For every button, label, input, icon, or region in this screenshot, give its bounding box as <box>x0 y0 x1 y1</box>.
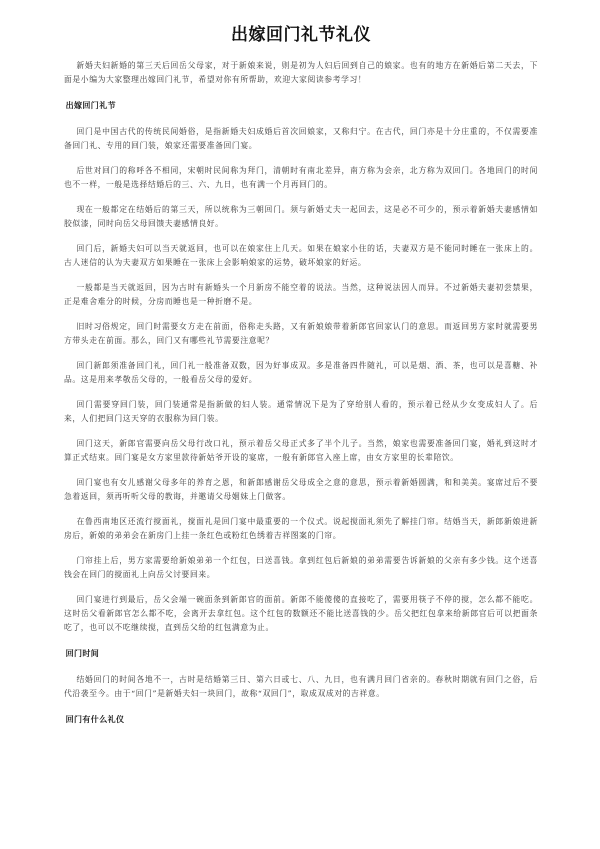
paragraph: 在鲁西南地区还流行搅面礼，搅面礼是回门宴中最重要的一个仪式。说起搅面礼须先了解挂门帘。结婚当天，新郎新娘进新房后，新娘的弟弟会在新房门上挂一条红色或粉红色绣着吉祥图案的门帘。 <box>64 517 538 540</box>
section-heading: 出嫁回门礼节 <box>65 100 116 110</box>
paragraph: 门帘挂上后，男方家需要给新娘弟弟一个红包，曰送喜钱。拿到红包后新娘的弟弟需要告诉新娘的父亲有多少钱。这个送喜钱会在回门的搅面礼上向岳父讨要回来。 <box>64 556 538 579</box>
paragraph: 回门后，新婚夫妇可以当天就返回，也可以在娘家住上几天。如果在娘家小住的话，夫妻双方是不能同时睡在一张床上的。古人迷信的认为夫妻双方如果睡在一张床上会影响娘家的运势，破坏娘家的好运。 <box>64 244 538 267</box>
paragraph: 回门需要穿回门装，回门装通常是指新做的妇人装。通常情况下是为了穿给别人看的，预示着已经从少女变成妇人了。后来，人们把回门这天穿的衣服称为回门装。 <box>64 400 538 423</box>
paragraph: 旧时习俗规定，回门时需要女方走在前面，俗称走头路，又有新娘娘带着新郎官回家认门的意思。而返回男方家时就需要男方带头走在前面。那么，回门又有哪些礼节需要注意呢？ <box>64 322 538 345</box>
paragraph: 现在一般都定在结婚后的第三天，所以统称为三朝回门。须与新婚丈夫一起回去，这是必不可少的，预示着新婚夫妻感情如胶似漆，同时向岳父母回馈夫妻感情良好。 <box>64 205 538 228</box>
paragraph: 后世对回门的称呼各不相同，宋朝时民间称为拜门，清朝时有南北差异，南方称为会亲，北方称为双回门。各地回门的时间也不一样，一般是选择结婚后的三、六、九日，也有满一个月再回门的。 <box>64 166 538 189</box>
section-heading: 回门有什么礼仪 <box>65 714 125 724</box>
paragraph: 结婚回门的时间各地不一，古时是结婚第三日、第六日或七、八、九日，也有满月回门省亲的。春秋时期就有回门之俗，后代沿袭至今。由于“回门”是新婚夫妇一块回门，故称“双回门”，取成双成对的吉祥意。 <box>64 675 538 698</box>
section-heading: 回门时间 <box>65 648 100 658</box>
document-body <box>64 59 538 726</box>
paragraph: 新婚夫妇新婚的第三天后回岳父母家，对于新娘来说，则是初为人妇后回到自己的娘家。也有的地方在新婚后第二天去，下面是小编为大家整理出嫁回门礼节，希望对你有所帮助，欢迎大家阅读参考学习！ <box>64 61 538 84</box>
paragraph: 回门是中国古代的传统民间婚俗，是指新婚夫妇成婚后首次回娘家，又称归宁。在古代，回门亦是十分庄重的，不仅需要准备回门礼、专用的回门装，娘家还需要准备回门宴。 <box>64 127 538 150</box>
paragraph: 回门这天，新郎官需要向岳父母行改口礼，预示着岳父母正式多了半个儿子。当然，娘家也需要准备回门宴，婚礼到这时才算正式结束。回门宴是女方家里款待新姑爷开设的宴席，一般有新郎官入座上席，由女方家里的长辈陪饮。 <box>64 439 538 462</box>
paragraph: 回门新郎须准备回门礼，回门礼一般准备双数，因为好事成双。多是准备四件随礼，可以是烟、酒、茶，也可以是喜糖、补品。这是用来孝敬岳父母的，一般看岳父母的爱好。 <box>64 361 538 384</box>
paragraph: 一般都是当天就返回，因为古时有新婚头一个月新房不能空着的说法。当然，这种说法因人而异。不过新婚夫妻初尝禁果，正是难舍难分的时候，分房而睡也是一种折磨不是。 <box>64 283 538 306</box>
paragraph: 回门宴进行到最后，岳父会端一碗面条到新郎官的面前。新郎不能傻傻的直接吃了，需要用筷子不停的搅，怎么都不能吃。这时岳父看新郎官怎么都不吃，会离开去拿红包。这个红包的数额还不能比送喜钱的少。岳父把红包拿来给新郎官后可以把面条吃了，也可以不吃继续搅，直到岳父给的红包满意为止。 <box>64 595 538 632</box>
paragraph: 回门宴也有女儿感谢父母多年的养育之恩，和新郎感谢岳父母成全之意的意思，预示着新婚圆满，和和美美。宴席过后不要急着返回，须再听听父母的教诲，并邀请父母姻妹上门做客。 <box>64 478 538 501</box>
document-title: 出嫁回门礼节礼仪 <box>231 25 371 45</box>
